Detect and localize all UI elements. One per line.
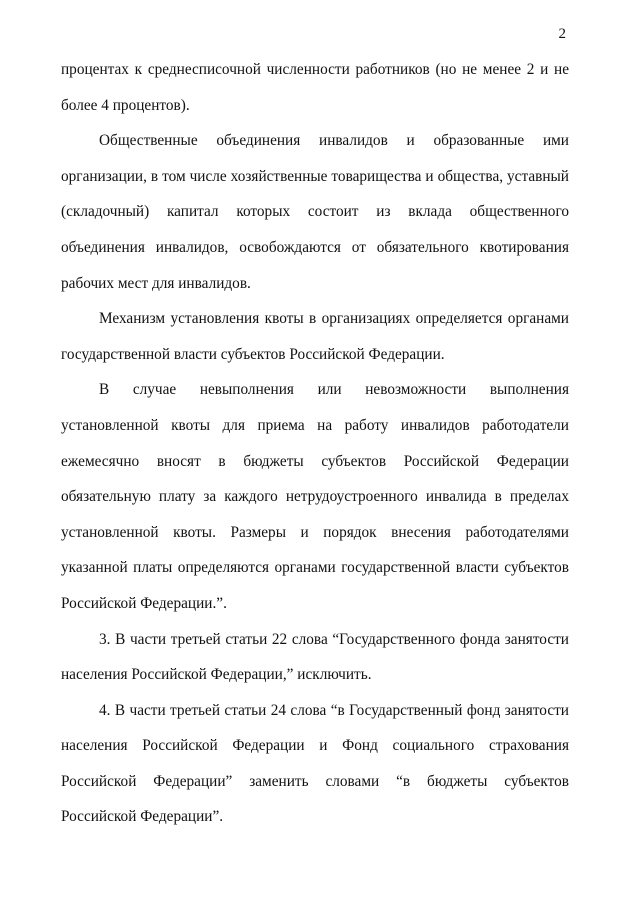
paragraph-item-4: 4. В части третьей статьи 24 слова “в Государственный фонд занятости населения Российской Федерации и Фонд социального страхования Российской Федерации” заменить словами “в бюджеты субъектов Российской Федерации”. bbox=[61, 701, 569, 826]
paragraph-item-3: 3. В части третьей статьи 22 слова “Государственного фонда занятости населения Российской Федерации,” исключить. bbox=[61, 630, 569, 684]
document-body bbox=[61, 52, 569, 835]
paragraph-continuation: процентах к среднесписочной численности работников (но не менее 2 и не более 4 процентов). bbox=[61, 61, 569, 114]
paragraph-public-associations-exemption: Общественные объединения инвалидов и образованные ими организации, в том числе хозяйственные товарищества и общества, уставный (складочный) капитал которых состоит из вклада общественного объединения инвалидов, освобождаются от обязательного квотирования рабочих мест для инвалидов. bbox=[61, 132, 569, 292]
paragraph-quota-mechanism: Механизм установления квоты в организациях определяется органами государственной власти субъектов Российской Федерации. bbox=[61, 310, 569, 363]
paragraph-mandatory-payment: В случае невыполнения или невозможности выполнения установленной квоты для приема на работу инвалидов работодатели ежемесячно вносят в бюджеты субъектов Российской Федерации обязательную плату за каждого нетрудоустроенного инвалида в пределах установленной квоты. Размеры и порядок внесения работодателями указанной платы определяются органами государственной власти субъектов Российской Федерации.”. bbox=[61, 381, 569, 612]
page-number: 2 bbox=[558, 26, 566, 42]
